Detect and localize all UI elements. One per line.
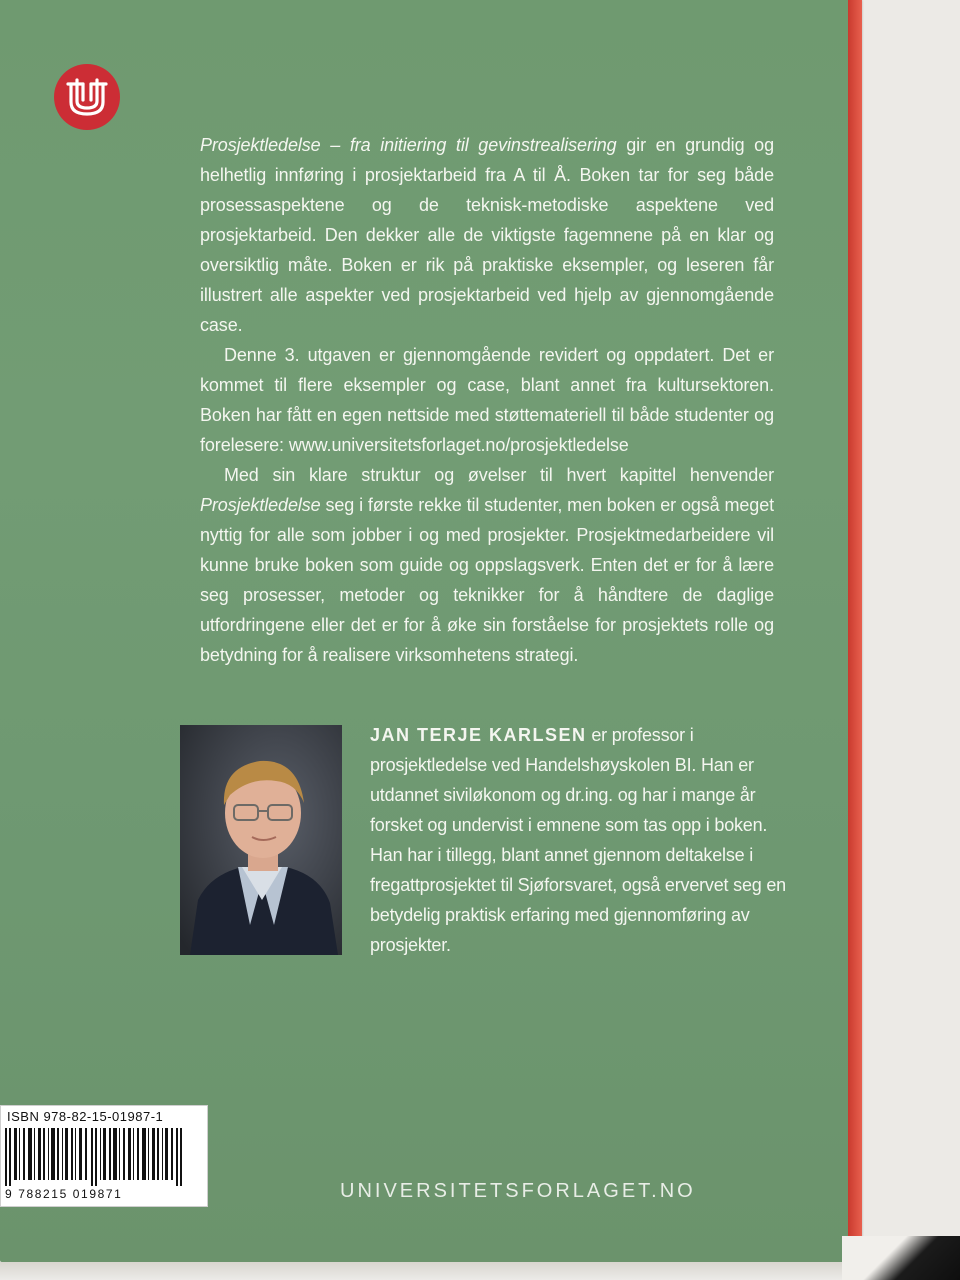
author-name: JAN TERJE KARLSEN	[370, 725, 587, 745]
book-title-italic-short: Prosjektledelse	[200, 495, 321, 515]
author-bio-text: er professor i prosjektledelse ved Handelshøyskolen BI. Han er utdannet siviløkonom og dr.ing. og har i mange år forsket og undervist i emnene som tas opp i boken. Han har i tillegg, blant annet gjennom deltakelse i fregattprosjektet til Sjøforsvaret, også ervervet seg en betydelig praktisk erfaring med gjennomføring av prosjekter.	[370, 725, 786, 955]
barcode-digits: 9 788215 019871	[5, 1187, 123, 1201]
book-title-italic: Prosjektledelse – fra initiering til gevinstrealisering	[200, 135, 617, 155]
publisher-url: UNIVERSITETSFORLAGET.NO	[340, 1180, 696, 1202]
publisher-logo-icon	[54, 64, 120, 130]
isbn-number: ISBN 978-82-15-01987-1	[7, 1109, 164, 1124]
description-paragraph-3	[200, 460, 774, 670]
description-paragraph-1-text: gir en grundig og helhetlig innføring i prosjektarbeid fra A til Å. Boken tar for seg både prosessaspektene og de teknisk-metodiske aspektene ved prosjektarbeid. Den dekker alle de viktigste fagemnene på en klar og oversiktlig måte. Boken er rik på praktiske eksempler, og leseren får illustrert alle aspekter ved prosjektarbeid ved hjelp av gjennomgående case.	[200, 135, 774, 335]
author-bio	[370, 720, 790, 960]
description-paragraph-1	[200, 130, 774, 340]
author-photo	[180, 725, 342, 955]
description-paragraph-3-start: Med sin klare struktur og øvelser til hvert kapittel henvender	[224, 465, 774, 485]
barcode-icon	[5, 1128, 203, 1186]
isbn-barcode-label	[0, 1105, 208, 1207]
corner-shadow	[842, 1236, 960, 1280]
description-paragraph-3-rest: seg i første rekke til studenter, men boken er også meget nyttig for alle som jobber i og med prosjekter. Prosjektmedarbeidere vil kunne bruke boken som guide og oppslagsverk. Enten det er for å lære seg prosesser, metoder og teknikker for å håndtere de daglige utfordringene eller det er for å øke sin forståelse for prosjektets rolle og betydning for å realisere virksomhetens strategi.	[200, 495, 775, 665]
book-description	[200, 130, 774, 670]
book-spine-edge	[848, 0, 862, 1262]
table-surface	[0, 1262, 960, 1280]
description-paragraph-2: Denne 3. utgaven er gjennomgående revidert og oppdatert. Det er kommet til flere eksempler og case, blant annet fra kultursektoren. Boken har fått en egen nettside med støttemateriell til både studenter og forelesere: www.universitetsforlaget.no/prosjektledelse	[200, 345, 774, 455]
